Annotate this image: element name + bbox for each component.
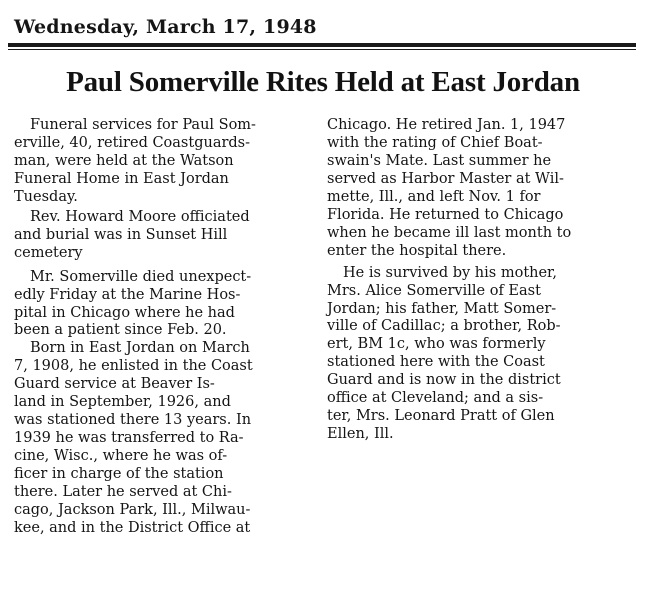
paragraph [14, 269, 314, 341]
dateline: Wednesday, March 17, 1948 [14, 16, 317, 38]
text-line: ficer in charge of the station [14, 466, 224, 483]
article-column-left [14, 117, 314, 538]
text-line: cemetery [14, 244, 83, 261]
text-line: Rev. Howard Moore officiated [30, 208, 250, 225]
text-line: kee, and in the District Office at [14, 519, 251, 536]
text-line: 7, 1908, he enlisted in the Coast [14, 358, 253, 375]
text-line: Mrs. Alice Somerville of East [327, 282, 541, 299]
text-line: cine, Wisc., where he was of- [14, 448, 228, 465]
text-line: swain's Mate. Last summer he [327, 152, 552, 169]
paragraph [327, 265, 627, 445]
paragraph [327, 117, 627, 261]
masthead-rule-thin [8, 49, 636, 50]
text-line: enter the hospital there. [327, 242, 507, 259]
paragraph [14, 117, 314, 207]
paragraph [14, 340, 314, 537]
text-line: land in September, 1926, and [14, 394, 231, 411]
text-line: office at Cleveland; and a sis- [327, 390, 544, 407]
text-line: edly Friday at the Marine Hos- [14, 286, 241, 303]
text-line: 1939 he was transferred to Ra- [14, 430, 244, 447]
text-line: Ellen, Ill. [327, 426, 394, 443]
article-headline: Paul Somerville Rites Held at East Jordan [66, 66, 580, 98]
text-line: cago, Jackson Park, Ill., Milwau- [14, 502, 251, 519]
text-line: mette, Ill., and left Nov. 1 for [327, 188, 541, 205]
text-line: there. Later he served at Chi- [14, 484, 232, 501]
text-line: Jordan; his father, Matt Somer- [327, 300, 557, 317]
text-line: ter, Mrs. Leonard Pratt of Glen [327, 408, 555, 425]
text-line: stationed here with the Coast [327, 354, 545, 371]
text-line: Guard and is now in the district [327, 372, 561, 389]
text-line: and burial was in Sunset Hill [14, 226, 228, 243]
text-line: Funeral Home in East Jordan [14, 170, 229, 187]
text-line: Chicago. He retired Jan. 1, 1947 [327, 117, 566, 133]
text-line: Florida. He returned to Chicago [327, 206, 564, 223]
text-line: Mr. Somerville died unexpect- [30, 268, 252, 285]
text-line: ert, BM 1c, who was formerly [327, 336, 546, 353]
masthead-rule-thick [8, 43, 636, 47]
text-line: when he became ill last month to [327, 224, 572, 241]
text-line: served as Harbor Master at Wil- [327, 170, 564, 187]
text-line: Funeral services for Paul Som- [30, 117, 256, 133]
text-line: He is survived by his mother, [343, 264, 558, 281]
text-line: man, were held at the Watson [14, 152, 234, 169]
paragraph [14, 209, 314, 263]
text-line: erville, 40, retired Coastguards- [14, 134, 251, 151]
article-column-right [327, 117, 627, 444]
text-line: been a patient since Feb. 20. [14, 322, 227, 339]
text-line: Tuesday. [14, 188, 78, 205]
text-line: with the rating of Chief Boat- [327, 134, 543, 151]
text-line: Born in East Jordan on March [30, 340, 250, 357]
text-line: pital in Chicago where he had [14, 304, 235, 321]
text-line: was stationed there 13 years. In [14, 412, 252, 429]
text-line: ville of Cadillac; a brother, Rob- [327, 318, 561, 335]
text-line: Guard service at Beaver Is- [14, 376, 215, 393]
